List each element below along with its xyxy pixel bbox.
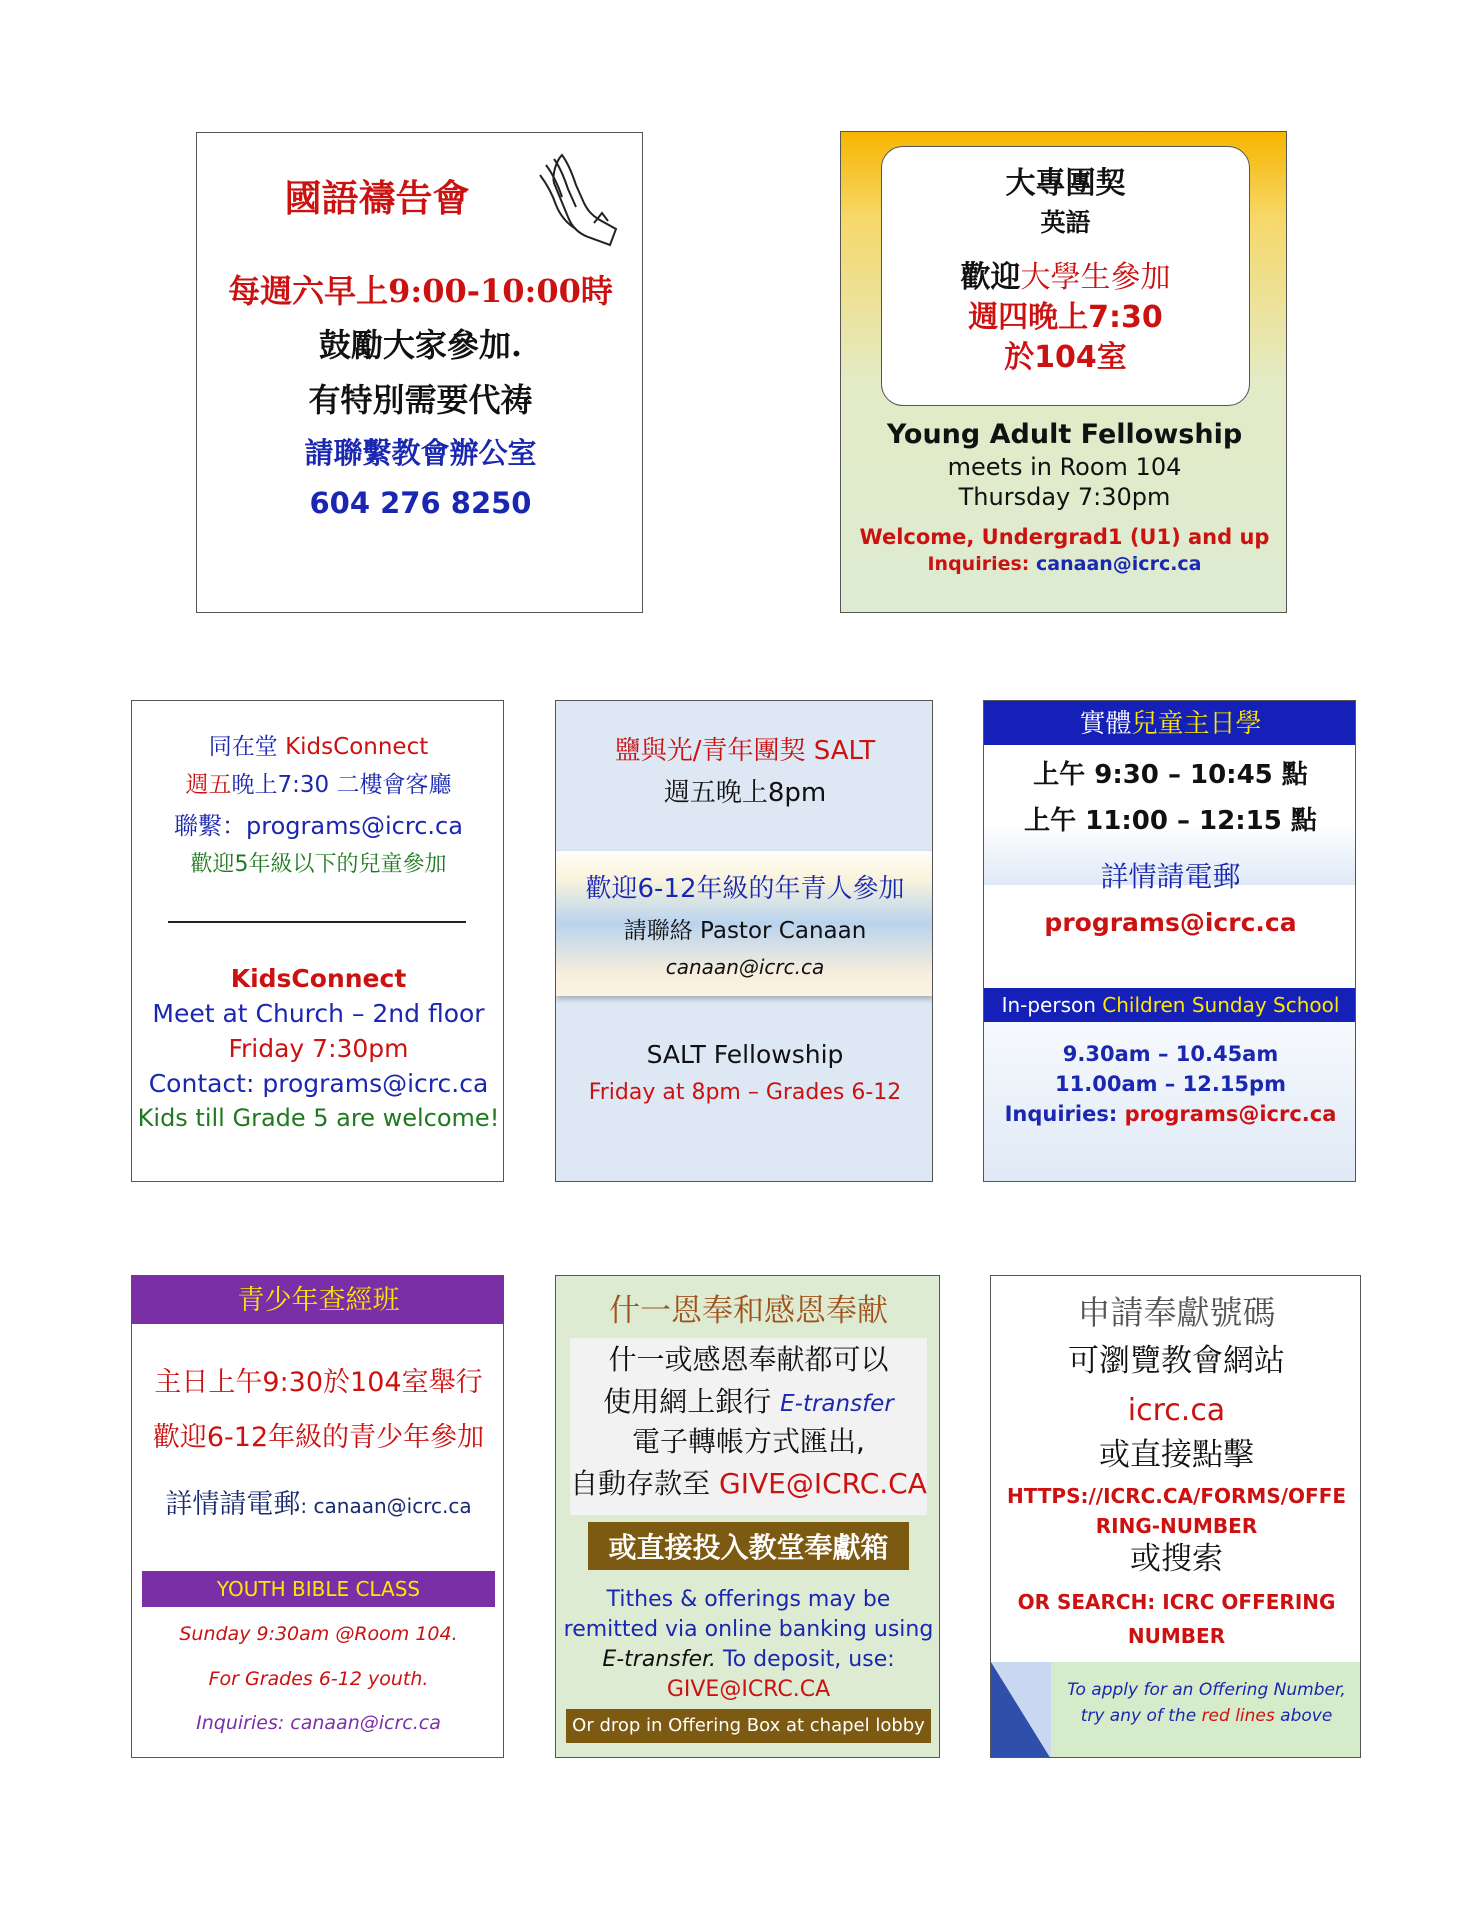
prayer-meeting-card: [196, 132, 643, 613]
card6-header: 青少年查經班: [237, 1285, 400, 1316]
kidsconnect-card: [131, 700, 504, 1182]
card8-site: icrc.ca: [1127, 1393, 1226, 1428]
card4-en-title: SALT Fellowship: [646, 1040, 844, 1069]
card6-en1: Sunday 9:30am @Room 104.: [179, 1623, 458, 1645]
card5-en-slot1: 9.30am – 10.45am: [1062, 1042, 1279, 1066]
card2-lang: 英語: [1040, 208, 1091, 237]
card4-welcome: 歡迎6-12年級的年青人參加: [585, 874, 905, 904]
card3-en-meet: Meet at Church – 2nd floor: [152, 999, 485, 1028]
card6-en3: Inquiries: canaan@icrc.ca: [196, 1712, 441, 1734]
card7-en2: remitted via online banking using: [563, 1617, 934, 1642]
salt-fellowship-card: [555, 700, 933, 1182]
youth-bible-class-card: [131, 1275, 504, 1758]
card6-line1: 主日上午9:30於104室舉行: [154, 1367, 483, 1398]
sunday-school-card: [983, 700, 1356, 1182]
card1-time: 每週六早上9:00-10:00時: [228, 272, 613, 310]
card3-title: 同在堂 KidsConnect: [208, 734, 429, 760]
card5-en-slot2: 11.00am – 12.15pm: [1055, 1072, 1286, 1096]
card1-encourage: 鼓勵大家參加.: [318, 326, 523, 364]
card2-welcome: 歡迎大學生參加: [960, 260, 1171, 295]
card7-en3: E-transfer. To deposit, use:: [602, 1647, 895, 1672]
card7-title: 什一恩奉和感恩奉献: [609, 1293, 888, 1329]
card2-en-welcome: Welcome, Undergrad1 (U1) and up: [859, 525, 1270, 549]
card7-bar-text: Or drop in Offering Box at chapel lobby: [572, 1715, 925, 1736]
card7-l2: 使用網上銀行 E-transfer: [603, 1385, 894, 1418]
card8-search1: OR SEARCH: ICRC OFFERING: [1017, 1590, 1336, 1614]
card1-title: 國語禱告會: [284, 176, 470, 220]
card1-special-needs: 有特別需要代祷: [308, 381, 533, 419]
card5-slot1: 上午 9:30 – 10:45 點: [1033, 760, 1308, 790]
card7-box: 或直接投入教堂奉獻箱: [608, 1531, 889, 1564]
card2-en-time: Thursday 7:30pm: [958, 483, 1171, 511]
card4-contact: 請聯絡 Pastor Canaan: [623, 918, 867, 944]
card3-en-welcome: Kids till Grade 5 are welcome!: [137, 1104, 500, 1132]
card3-contact: 聯繫：programs@icrc.ca: [174, 812, 463, 840]
salt-highlight-band: [556, 851, 933, 996]
card3-en-title: KidsConnect: [230, 964, 407, 993]
card5-header: 實體兒童主日學: [1079, 709, 1262, 739]
card3-time: 週五晚上7:30 二樓會客廳: [185, 772, 452, 798]
divider-line: [168, 921, 466, 923]
card5-bar-text: In-person Children Sunday School: [1001, 993, 1340, 1017]
card6-bar-text: YOUTH BIBLE CLASS: [216, 1577, 421, 1601]
card1-contact-office: 請聯繫教會辦公室: [304, 436, 537, 470]
offering-number-card: [990, 1275, 1361, 1758]
offering-card: [555, 1275, 940, 1758]
card8-url1[interactable]: HTTPS://ICRC.CA/FORMS/OFFE: [1006, 1484, 1347, 1508]
card6-line2: 歡迎6-12年級的青少年參加: [152, 1422, 485, 1453]
card8-l4: 或搜索: [1130, 1541, 1223, 1577]
card3-en-contact: Contact: programs@icrc.ca: [148, 1069, 489, 1098]
card4-time: 週五晚上8pm: [663, 778, 827, 808]
card6-email-line: 詳情請電郵: canaan@icrc.ca: [165, 1489, 472, 1520]
young-adult-card: [840, 131, 1287, 613]
card8-l2: 可瀏覽教會網站: [1068, 1343, 1285, 1379]
card8-note1: To apply for an Offering Number,: [1067, 1680, 1346, 1700]
card5-slot2: 上午 11:00 – 12:15 點: [1024, 806, 1317, 836]
card2-time: 週四晚上7:30: [968, 300, 1163, 335]
card1-phone: 604 276 8250: [309, 486, 532, 520]
card8-search2: NUMBER: [1127, 1624, 1226, 1648]
card8-url2[interactable]: RING-NUMBER: [1095, 1514, 1258, 1538]
young-adult-inner-box: [881, 146, 1250, 406]
card8-note2: try any of the red lines above: [1080, 1706, 1333, 1726]
card8-l3: 或直接點擊: [1099, 1437, 1254, 1473]
card2-room: 於104室: [1004, 340, 1127, 375]
card4-en-sub: Friday at 8pm – Grades 6-12: [588, 1080, 902, 1105]
card7-en4: GIVE@ICRC.CA: [666, 1677, 831, 1702]
card7-l1: 什一或感恩奉献都可以: [608, 1343, 889, 1376]
card7-l3: 電子轉帳方式匯出,: [632, 1425, 865, 1458]
card3-en-time: Friday 7:30pm: [228, 1034, 409, 1063]
corner-triangle-graphic: [991, 1662, 1051, 1758]
card8-l1: 申請奉獻號碼: [1077, 1293, 1276, 1332]
card5-inquiries: Inquiries: programs@icrc.ca: [1004, 1102, 1337, 1126]
card6-en2: For Grades 6-12 youth.: [208, 1668, 429, 1690]
card2-inquiries: Inquiries: canaan@icrc.ca: [927, 553, 1202, 575]
card7-en1: Tithes & offerings may be: [606, 1587, 891, 1612]
card5-email: programs@icrc.ca: [1044, 908, 1297, 937]
card5-email-label: 詳情請電郵: [1100, 860, 1241, 893]
card4-title: 鹽與光/青年團契 SALT: [614, 736, 876, 766]
card2-en-title: Young Adult Fellowship: [886, 419, 1243, 450]
card4-email: canaan@icrc.ca: [665, 955, 825, 979]
card2-en-room: meets in Room 104: [947, 453, 1182, 481]
card7-l4: 自動存款至 GIVE@ICRC.CA: [570, 1467, 927, 1500]
card2-title: 大專團契: [1005, 166, 1126, 201]
card3-welcome: 歡迎5年級以下的兒童參加: [190, 852, 447, 877]
